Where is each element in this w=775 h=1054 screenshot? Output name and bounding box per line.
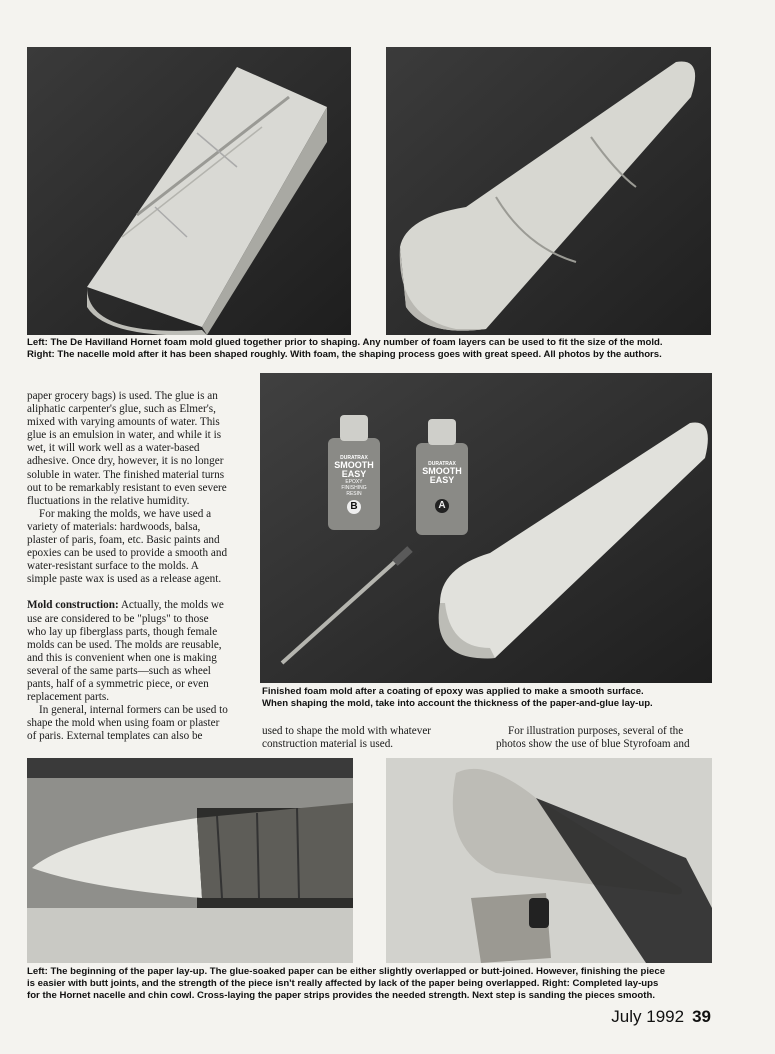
body-line: variety of materials: hardwoods, balsa, [27,520,201,533]
body-line: pants, half of a symmetric piece, or even [27,677,209,690]
body-line: fluctuations in the relative humidity. [27,494,190,507]
photo-shaped-nacelle [386,47,711,335]
body-line: construction material is used. [262,738,394,751]
body-line: who lay up fiberglass parts, though female [27,625,218,638]
body-line: wet, it will work well as a water-based [27,442,200,455]
middle-photo-caption [262,686,722,710]
page-footer [611,1007,711,1027]
body-line: molds can be used. The molds are reusable, [27,638,222,651]
top-photo-caption [27,337,717,361]
page-number: 39 [692,1007,711,1026]
body-line: For making the molds, we have used a [39,507,212,520]
body-line: used to shape the mold with whatever [262,725,432,737]
body-column-left [27,390,255,743]
body-line: shape the mold when using foam or plaster [27,717,220,730]
photo-completed-layups [386,758,712,963]
body-line: adhesive. Once dry, however, it is no longer [27,455,224,468]
bottle-product: SMOOTH [334,460,374,470]
body-line: plaster of paris, foam, etc. Basic paints and [27,534,220,547]
top-caption-line: Left: The De Havilland Hornet foam mold glued together prior to shaping. Any number of foam layers can be used to fit the size of the mold. [27,337,663,348]
body-line: aliphatic carpenter's glue, such as Elmer's, [27,403,216,416]
body-line: For illustration purposes, several of the [508,725,684,737]
bottom-photo-caption [27,966,727,1002]
bottle-part-letter: B [347,500,361,514]
body-line: glue is an emulsion in water, and while it is [27,429,222,442]
body-column-right [496,725,716,751]
body-line: water-resistant surface to the molds. A [27,560,199,573]
section-heading: Mold construction: [27,599,119,612]
body-column-middle [262,725,482,751]
body-line: mixed with varying amounts of water. This [27,416,220,429]
bottle-product: SMOOTH [422,466,462,476]
issue-date: July 1992 [611,1007,685,1026]
body-line: and this is convenient when one is making [27,651,217,664]
bottle-product: EASY [429,475,455,485]
top-caption-line: Right: The nacelle mold after it has been shaped roughly. With foam, the shaping process goes with great speed. All photos by the authors. [27,349,662,360]
body-line: paper grocery bags) is used. The glue is an [27,390,218,402]
body-line: photos show the use of blue Styrofoam and [496,738,690,751]
bottle-a-label [418,461,466,513]
body-line: In general, internal formers can be used to [39,704,228,717]
bottle-sub: EPOXY [345,479,363,485]
bottle-part-letter: A [435,499,449,513]
bottle-product: EASY [341,469,367,479]
body-line: epoxies can be used to provide a smooth and [27,547,228,560]
bottom-caption-line: for the Hornet nacelle and chin cowl. Cross-laying the paper strips provides the needed strength. Next step is sanding the pieces smooth. [27,990,655,1001]
body-line: replacement parts. [27,691,109,704]
body-line: use are considered to be "plugs" to those [27,612,209,625]
middle-caption-line: When shaping the mold, take into account the thickness of the paper-and-glue lay-up. [262,698,653,709]
bottle-brand: DURATRAX [428,461,456,467]
bottle-sub: RESIN [346,491,362,497]
body-line-text: Actually, the molds we [118,599,224,612]
body-line: several of the same parts—such as wheel [27,664,211,677]
photo-paper-layup [27,758,353,963]
photo-foam-block [27,47,351,335]
body-line: of paris. External templates can also be [27,730,203,743]
body-line: simple paste wax is used as a release agent. [27,573,222,586]
bottle-sub: FINISHING [341,485,367,491]
body-line: soluble in water. The finished material turns [27,468,225,481]
photo-finished-mold [260,373,712,683]
bottle-b-label [330,455,378,514]
middle-caption-line: Finished foam mold after a coating of epoxy was applied to make a smooth surface. [262,686,644,697]
bottom-caption-line: Left: The beginning of the paper lay-up. The glue-soaked paper can be either slightly overlapped or butt-joined. However, finishing the piece [27,966,666,977]
bottom-caption-line: is easier with butt joints, and the strength of the piece isn't really affected by lack of the paper being overlapped. Right: Completed lay-ups [27,978,659,989]
body-line: out to be remarkably resistant to even severe [27,481,227,494]
body-line [27,599,255,612]
bottle-brand: DURATRAX [340,455,368,461]
